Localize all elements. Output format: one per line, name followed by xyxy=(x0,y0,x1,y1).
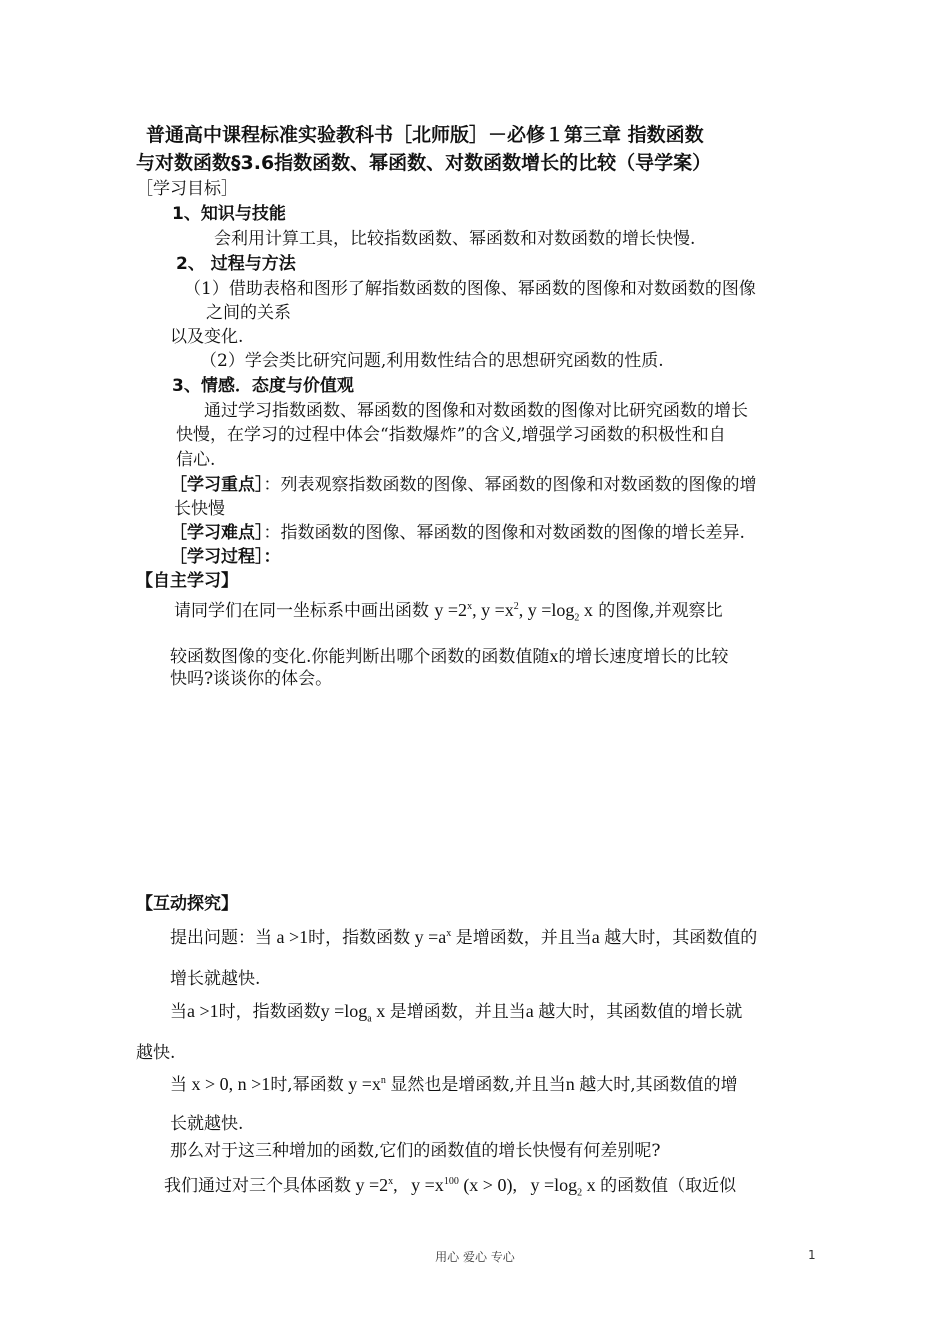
formula-x-gt-0-n-gt-1: x > 0, n >1 xyxy=(187,1074,271,1094)
key-point-text-b: 长快慢 xyxy=(174,499,225,519)
process-label: ［学习过程］： xyxy=(170,547,281,567)
self-study-line-c: 快吗?谈谈你的体会。 xyxy=(170,669,333,689)
title-line-2: 与对数函数§3.6指数函数、幂函数、对数函数增长的比较（导学案） xyxy=(136,152,712,174)
section-2-p1-b: 之间的关系 xyxy=(206,303,291,323)
explore-p5-a: 我们通过对三个具体函数 xyxy=(164,1176,351,1196)
explore-p1-d: 越大时，其函数值的 xyxy=(604,928,758,948)
self-study-b-pre: 较函数图像的变化.你能判断出哪个函数的函数值随 xyxy=(170,647,550,667)
explore-p5-line xyxy=(164,1174,736,1197)
formula-three-specific-functions: $y =2^x$, $y =x^{100}$ (x > 0), $y =\log_2$ x xyxy=(351,1175,601,1199)
explore-p2-line-1 xyxy=(170,1000,742,1023)
key-point xyxy=(170,474,757,496)
difficulty-label: ［学习难点］ xyxy=(170,523,264,543)
key-point-label: ［学习重点］ xyxy=(170,475,264,495)
explore-p2-b: 时，指数函数 xyxy=(218,1002,321,1022)
explore-p2-d: 越大时，其函数值的增长就 xyxy=(538,1002,743,1022)
variable-a: a xyxy=(591,927,605,947)
formula-y-eq-a-pow-x: $y =a^x$ xyxy=(410,927,452,947)
self-study-line-a xyxy=(174,599,723,622)
self-study-b-post: 的增长速度增长的比较 xyxy=(558,647,729,667)
formula-a-gt-1: a >1 xyxy=(272,927,309,947)
goals-heading: ［学习目标］ xyxy=(136,179,238,199)
explore-p1-b: 时，指数函数 xyxy=(308,928,411,948)
explore-p1-line-1 xyxy=(170,926,757,949)
explore-p4: 那么对于这三种增加的函数,它们的函数值的增长快慢有何差别呢? xyxy=(170,1141,661,1161)
title-line-1: 普通高中课程标准实验教科书［北师版］－必修１第三章 指数函数 xyxy=(146,124,704,146)
section-2-heading: 2、 过程与方法 xyxy=(176,254,296,274)
section-2-p1-a: （1）借助表格和图形了解指数函数的图像、幂函数的图像和对数函数的图像 xyxy=(184,279,756,299)
variable-a-b: a xyxy=(525,1001,539,1021)
section-1-text: 会利用计算工具，比较指数函数、幂函数和对数函数的增长快慢. xyxy=(214,229,696,249)
section-3-b: 快慢，在学习的过程中体会“指数爆炸”的含义,增强学习函数的积极性和自 xyxy=(176,425,726,445)
page-number: 1 xyxy=(808,1248,816,1262)
formula-three-functions: $y =2^x$, $y =x^2$, $y =\log_2$ x xyxy=(434,600,593,624)
explore-p1-a: 提出问题：当 xyxy=(170,928,272,948)
variable-x: x xyxy=(549,646,559,666)
section-2-p2: （2）学会类比研究问题,利用数性结合的思想研究函数的性质. xyxy=(200,351,664,371)
explore-heading: 【互动探究】 xyxy=(136,894,238,914)
variable-n: n xyxy=(565,1074,580,1094)
explore-p2-a: 当 xyxy=(170,1002,187,1022)
explore-p3-a: 当 xyxy=(170,1075,187,1095)
explore-p3-b: 时,幂函数 xyxy=(270,1075,344,1095)
page-footer: 用心 爱心 专心 xyxy=(435,1250,515,1264)
formula-y-eq-x-pow-n: $y =x^n$ xyxy=(343,1074,386,1094)
explore-p5-b: 的函数值（取近似 xyxy=(600,1176,737,1196)
section-3-heading: 3、情感．态度与价值观 xyxy=(172,376,354,396)
formula-y-eq-log-a-x: $y =\log_a$ x xyxy=(320,1001,390,1025)
section-3-c: 信心. xyxy=(176,450,216,470)
self-study-a-post: 的图像,并观察比 xyxy=(598,601,723,621)
section-3-a: 通过学习指数函数、幂函数的图像和对数函数的图像对比研究函数的增长 xyxy=(204,401,748,421)
formula-a-gt-1-b: a >1 xyxy=(187,1001,219,1021)
explore-p2-line-2: 越快. xyxy=(136,1043,176,1063)
self-study-line-b xyxy=(170,645,728,668)
self-study-a-pre: 请同学们在同一坐标系中画出函数 xyxy=(174,601,429,621)
explore-p3-c: 显然也是增函数,并且当 xyxy=(390,1075,566,1095)
explore-p2-c: 是增函数，并且当 xyxy=(389,1002,526,1022)
self-study-heading: 【自主学习】 xyxy=(136,571,238,591)
section-1-heading: 1、知识与技能 xyxy=(172,204,286,224)
explore-p1-c: 是增函数，并且当 xyxy=(455,928,592,948)
explore-p1-line-2: 增长就越快. xyxy=(170,969,261,989)
difficulty-text: ：指数函数的图像、幂函数的图像和对数函数的图像的增长差异. xyxy=(263,523,745,543)
key-point-text-a: ：列表观察指数函数的图像、幂函数的图像和对数函数的图像的增 xyxy=(263,475,757,495)
section-2-p1-c: 以及变化. xyxy=(170,327,244,347)
explore-p3-d: 越大时,其函数值的增 xyxy=(579,1075,738,1095)
explore-p3-line-2: 长就越快. xyxy=(170,1114,244,1134)
explore-p3-line-1 xyxy=(170,1073,738,1096)
difficulty xyxy=(170,522,745,544)
